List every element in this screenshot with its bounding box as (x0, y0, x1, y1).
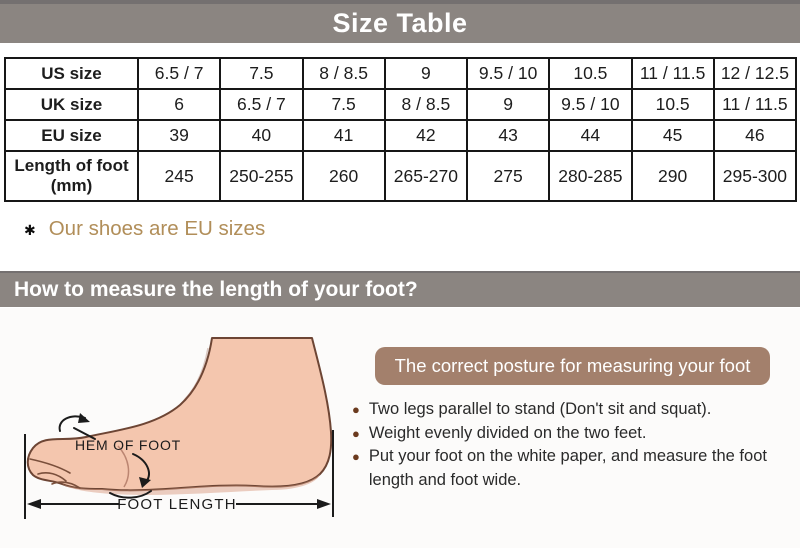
asterisk-icon: ✱ (24, 221, 36, 238)
size-value-cell: 12 / 12.5 (714, 58, 796, 89)
foot-length-label: FOOT LENGTH (117, 496, 237, 513)
posture-title: The correct posture for measuring your foot (394, 355, 751, 376)
size-value-cell: 6.5 / 7 (138, 58, 220, 89)
bullet-icon: ● (352, 425, 360, 441)
eu-note-text: Our shoes are EU sizes (48, 217, 266, 240)
posture-item (352, 422, 790, 446)
size-value-cell: 7.5 (220, 58, 302, 89)
row-label-cell: EU size (5, 120, 138, 151)
size-value-cell: 43 (467, 120, 549, 151)
size-value-cell: 40 (220, 120, 302, 151)
size-value-cell: 280-285 (549, 151, 631, 201)
size-value-cell: 10.5 (632, 89, 714, 120)
posture-item (352, 398, 790, 422)
size-value-cell: 6 (138, 89, 220, 120)
table-row-us (5, 58, 796, 89)
size-value-cell: 265-270 (385, 151, 467, 201)
size-value-cell: 245 (138, 151, 220, 201)
size-value-cell: 41 (303, 120, 385, 151)
size-value-cell: 11 / 11.5 (632, 58, 714, 89)
section-title: How to measure the length of your foot? (14, 278, 418, 301)
size-value-cell: 290 (632, 151, 714, 201)
foot-illustration (0, 318, 360, 548)
size-value-cell: 11 / 11.5 (714, 89, 796, 120)
size-value-cell: 260 (303, 151, 385, 201)
row-label-cell: UK size (5, 89, 138, 120)
size-value-cell: 42 (385, 120, 467, 151)
size-value-cell: 295-300 (714, 151, 796, 201)
hem-arc-upper (60, 416, 95, 439)
size-value-cell: 9 (467, 89, 549, 120)
size-value-cell: 275 (467, 151, 549, 201)
size-value-cell: 39 (138, 120, 220, 151)
posture-item-text: Two legs parallel to stand (Don't sit and squat). (368, 400, 712, 418)
measure-section-bar (0, 271, 800, 307)
row-label-cell: US size (5, 58, 138, 89)
size-table-title-bar (0, 0, 800, 43)
size-value-cell: 6.5 / 7 (220, 89, 302, 120)
size-value-cell: 45 (632, 120, 714, 151)
posture-title-box (375, 347, 770, 385)
size-value-cell: 10.5 (549, 58, 631, 89)
eu-note (24, 217, 265, 241)
size-value-cell: 9.5 / 10 (549, 89, 631, 120)
length-arrowhead-right (317, 499, 331, 509)
row-label-cell: Length of foot (mm) (5, 151, 138, 201)
table-row-uk (5, 89, 796, 120)
posture-item (352, 445, 790, 492)
posture-list (352, 398, 790, 492)
posture-item-text: Put your foot on the white paper, and measure the foot length and foot wide. (368, 447, 767, 489)
measure-section (0, 308, 800, 548)
size-value-cell: 7.5 (303, 89, 385, 120)
foot-outline (28, 338, 331, 490)
posture-item-text: Weight evenly divided on the two feet. (368, 423, 647, 442)
size-table (4, 57, 797, 202)
hem-arrowhead-upper (78, 413, 90, 423)
size-value-cell: 44 (549, 120, 631, 151)
length-arrowhead-left (27, 499, 41, 509)
table-row-eu (5, 120, 796, 151)
hem-label: HEM OF FOOT (74, 437, 182, 453)
size-value-cell: 46 (714, 120, 796, 151)
size-value-cell: 250-255 (220, 151, 302, 201)
size-value-cell: 8 / 8.5 (385, 89, 467, 120)
page-title: Size Table (332, 8, 468, 38)
size-value-cell: 9.5 / 10 (467, 58, 549, 89)
table-row-length (5, 151, 796, 201)
size-value-cell: 8 / 8.5 (303, 58, 385, 89)
bullet-icon: ● (352, 402, 360, 417)
size-value-cell: 9 (385, 58, 467, 89)
bullet-icon: ● (352, 449, 360, 464)
